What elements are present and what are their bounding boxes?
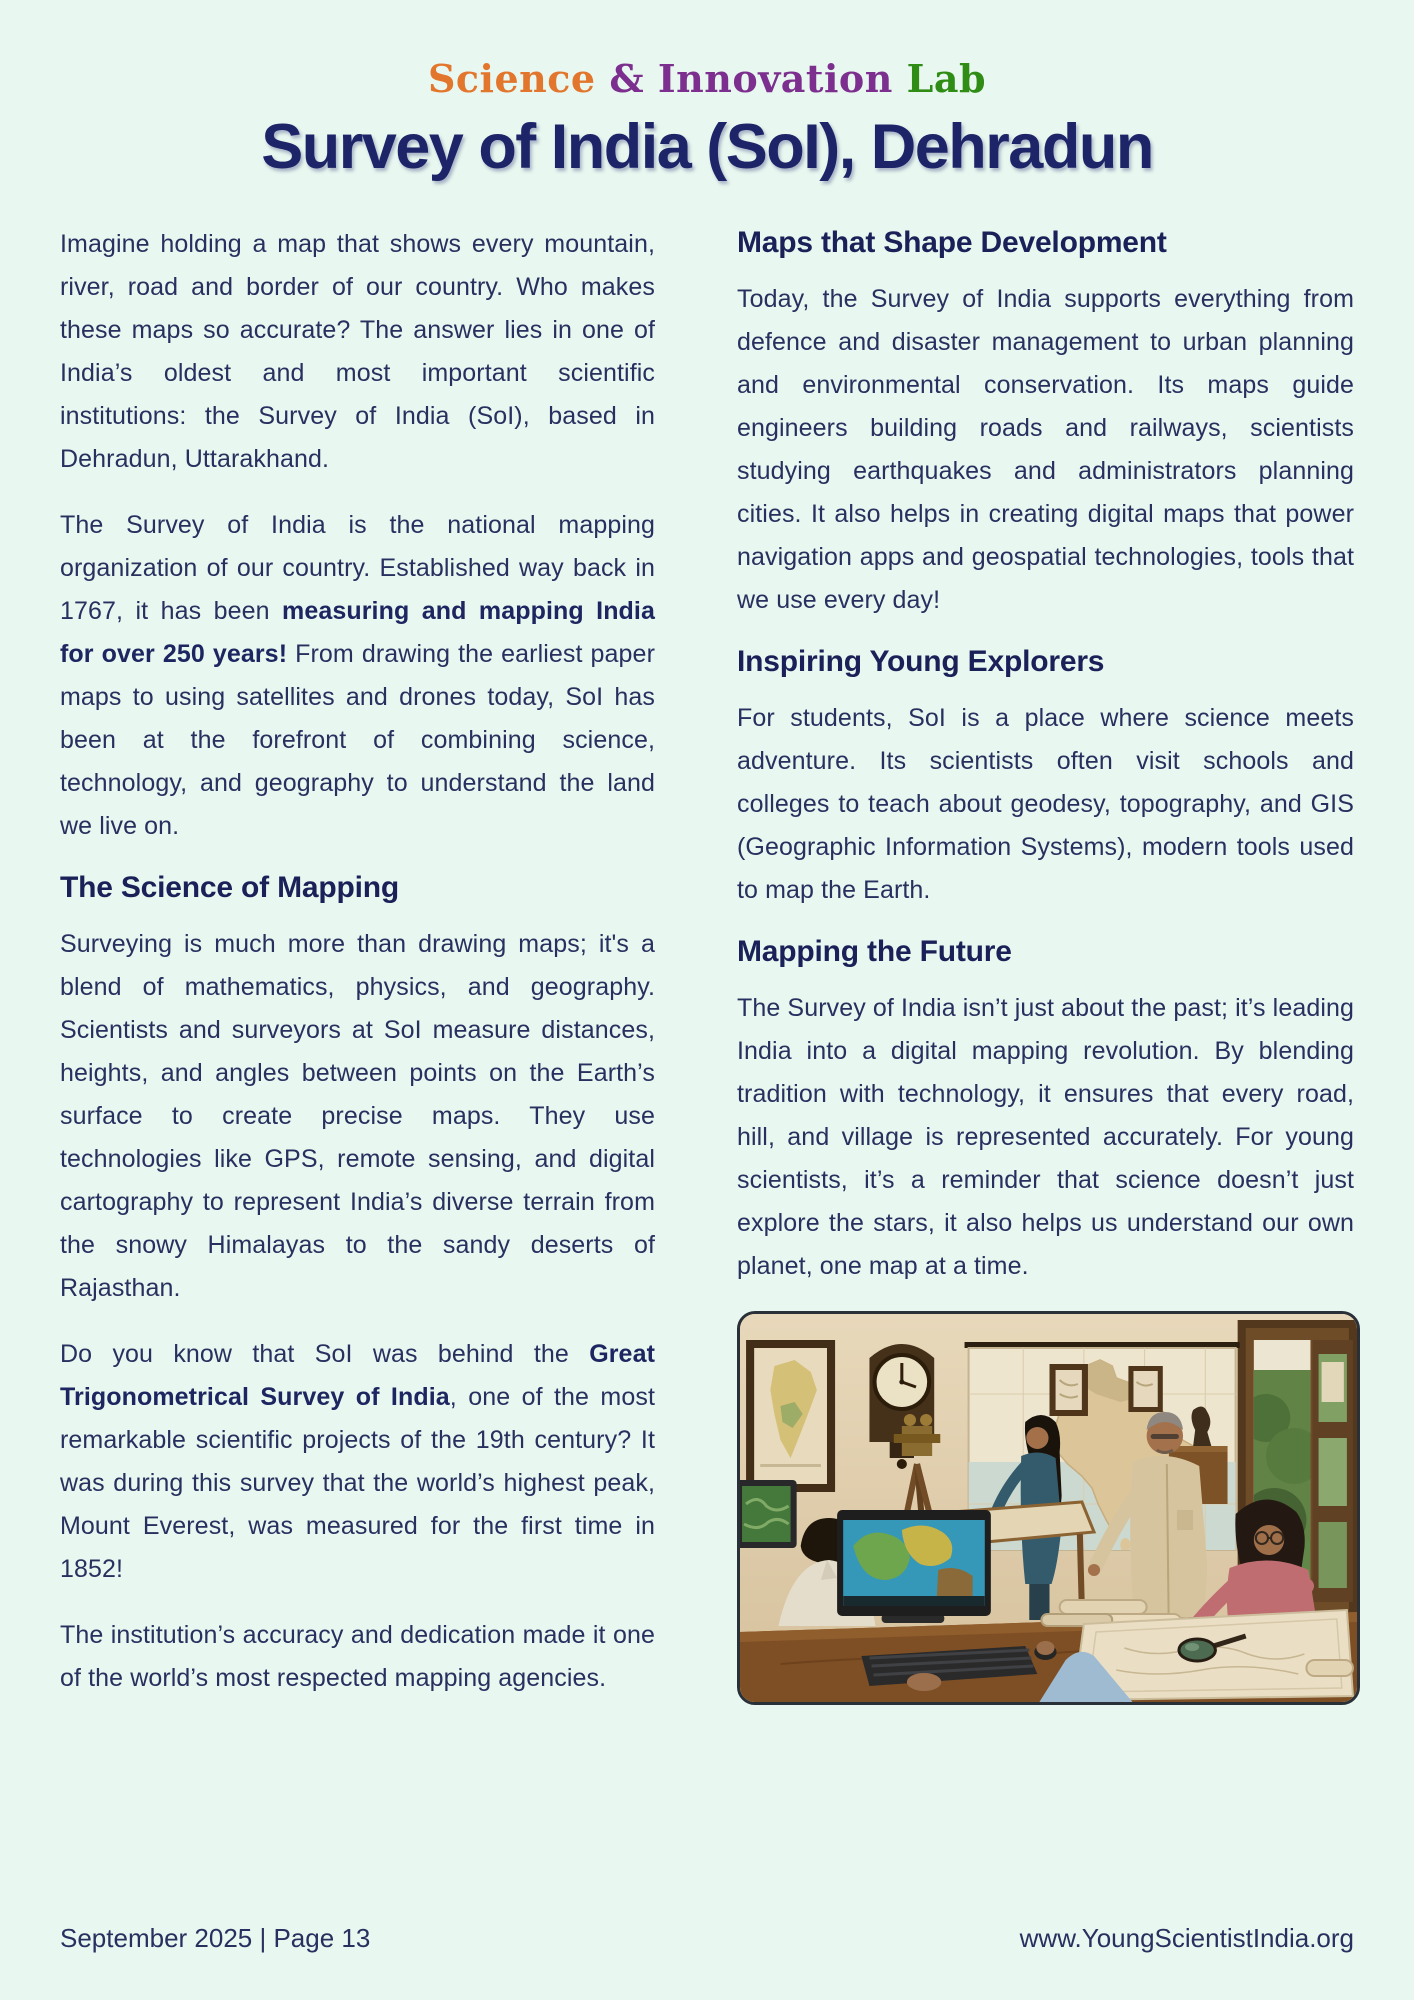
accuracy-paragraph: The institution’s accuracy and dedication made it one of the world’s most respected mapping agencies. xyxy=(60,1621,655,1692)
page-footer xyxy=(60,1923,1354,1954)
gts-paragraph-start: Do you know that SoI was behind the xyxy=(60,1340,590,1368)
gts-paragraph xyxy=(60,1333,655,1591)
heading-young-explorers: Inspiring Young Explorers xyxy=(737,645,1105,678)
history-paragraph xyxy=(60,504,655,848)
brand-line xyxy=(60,56,1354,101)
history-paragraph-bold: measuring and mapping India for over 250 years! xyxy=(60,597,655,668)
office-photo-illustration xyxy=(740,1314,1357,1702)
page-title: Survey of India (SoI), Dehradun xyxy=(261,112,1153,182)
gts-paragraph-end: , one of the most remarkable scientific projects of the 19th century? It was during this survey that the world’s highest peak, Mount Everest, was measured for the first time in 1852! xyxy=(60,1383,656,1583)
heading-science-of-mapping: The Science of Mapping xyxy=(60,871,399,904)
future-paragraph: The Survey of India isn’t just about the past; it’s leading India into a digital mapping revolution. By blending tradition with technology, it ensures that every road, hill, and village is represented accurately. For young scientists, it’s a reminder that science doesn’t just explore the stars, it also helps us understand our own planet, one map at a time. xyxy=(737,994,1354,1280)
page-header xyxy=(60,56,1354,183)
history-paragraph-start: The Survey of India is the national mapping organization of our country. Established way back in 1767, it has been xyxy=(60,511,655,625)
brand-lab: Lab xyxy=(906,56,987,101)
surveying-paragraph: Surveying is much more than drawing maps; it's a blend of mathematics, physics, and geography. Scientists and surveyors at SoI measure distances, heights, and angles between points on the Earth’s surface to create precise maps. They use technologies like GPS, remote sensing, and digital cartography to represent India’s diverse terrain from the snowy Himalayas to the sandy deserts of Rajasthan. xyxy=(60,930,655,1302)
heading-maps-development: Maps that Shape Development xyxy=(737,226,1167,259)
development-paragraph: Today, the Survey of India supports everything from defence and disaster management to urban planning and environmental conservation. Its maps guide engineers building roads and railways, scientists studying earthquakes and administrators planning cities. It also helps in creating digital maps that power navigation apps and geospatial technologies, tools that we use every day! xyxy=(737,285,1354,614)
gts-paragraph-bold: Great Trigonometrical Survey of India xyxy=(60,1340,655,1411)
brand-science: Science xyxy=(427,56,610,101)
explorers-paragraph: For students, SoI is a place where science meets adventure. Its scientists often visit schools and colleges to teach about geodesy, topography, and GIS (Geographic Information Systems), modern tools used to map the Earth. xyxy=(737,704,1354,904)
footer-website: www.YoungScientistIndia.org xyxy=(1019,1923,1354,1953)
heading-mapping-future: Mapping the Future xyxy=(737,935,1012,968)
article-body xyxy=(60,223,1354,1905)
footer-issue: September 2025 | Page 13 xyxy=(60,1923,371,1953)
left-column xyxy=(60,223,655,1723)
history-paragraph-end: From drawing the earliest paper maps to using satellites and drones today, SoI has been at the forefront of combining science, technology, and geography to understand the land we live on. xyxy=(60,640,655,840)
intro-paragraph: Imagine holding a map that shows every mountain, river, road and border of our country. Who makes these maps so accurate? The answer lies in one of India’s oldest and most important scientific institutions: the Survey of India (SoI), based in Dehradun, Uttarakhand. xyxy=(60,230,655,473)
right-column xyxy=(737,223,1354,1705)
office-photo xyxy=(737,1311,1360,1705)
brand-amp-innovation: & Innovation xyxy=(609,56,907,101)
